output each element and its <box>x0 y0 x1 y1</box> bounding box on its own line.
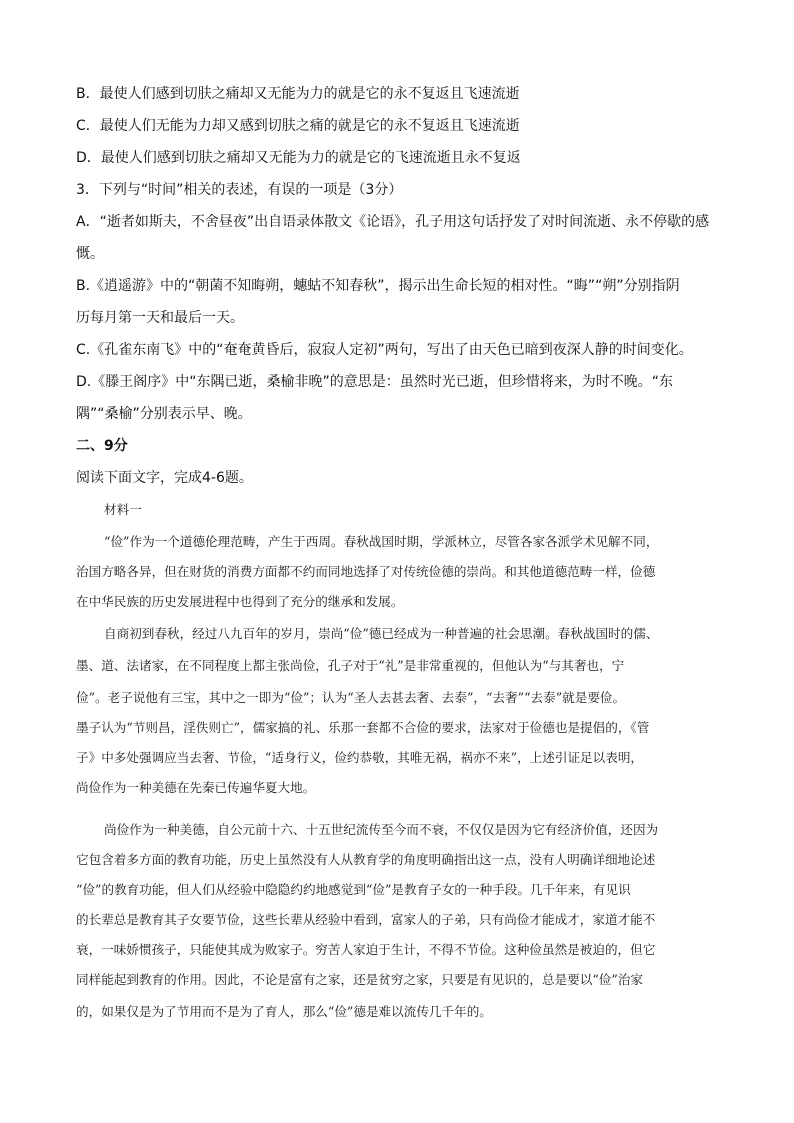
option-b-q2: B．最使人们感到切肤之痛却又无能为力的就是它的永不复返且飞速流逝 <box>76 86 520 102</box>
material-paragraph-1-line: “俭”作为一个道德伦理范畴，产生于西周。春秋战国时期，学派林立，尽管各家各派学术见解不同， <box>104 534 659 549</box>
material-paragraph-3-line: 的，如果仅是为了节用而不是为了育人，那么“俭”德是难以流传几千年的。 <box>76 1004 492 1019</box>
question-3-option-b-line1: B.《逍遥游》中的“朝菌不知晦朔，蟪蛄不知春秋”，揭示出生命长短的相对性。“晦”“朔”分别指阴 <box>76 278 680 294</box>
option-c-q2: C．最使人们无能为力却又感到切肤之痛的就是它的永不复返且飞速流逝 <box>76 118 520 134</box>
question-3-option-a-line1: A．“逝者如斯夫，不舍昼夜”出自语录体散文《论语》，孔子用这句话抒发了对时间流逝、永不停歇的感 <box>76 214 710 230</box>
material-paragraph-2-line: 自商初到春秋，经过八九百年的岁月，崇尚“俭”德已经成为一种普遍的社会思潮。春秋战国时的儒、 <box>104 626 659 641</box>
material-paragraph-3-line: 它包含着多方面的教育功能，历史上虽然没有人从教育学的角度明确指出这一点，没有人明确详细地论述 <box>76 852 656 867</box>
question-3-option-d-line1: D.《滕王阁序》中“东隅已逝，桑榆非晚”的意思是：虽然时光已逝，但珍惜将来，为时不晚。“东 <box>76 374 673 390</box>
question-3-option-b-line2: 历每月第一天和最后一天。 <box>76 310 244 326</box>
material-paragraph-1-line: 治国方略各异，但在财货的消费方面都不约而同地选择了对传统俭德的崇尚。和其他道德范畴一样，俭德 <box>76 564 656 579</box>
material-title: 材料一 <box>104 502 142 517</box>
material-paragraph-3-line: “俭”的教育功能，但人们从经验中隐隐约约地感觉到“俭”是教育子女的一种手段。几千年来，有见识 <box>76 882 631 897</box>
reading-instruction: 阅读下面文字，完成4-6题。 <box>76 470 253 486</box>
material-paragraph-2-line: 子》中多处强调应当去奢、节俭，“适身行义，俭约恭敬，其唯无祸，祸亦不来”，上述引证足以表明， <box>76 750 644 765</box>
material-paragraph-1-line: 在中华民族的历史发展进程中也得到了充分的继承和发展。 <box>76 594 404 609</box>
question-3-option-c: C.《孔雀东南飞》中的“奄奄黄昏后，寂寂人定初”两句，写出了由天色已暗到夜深人静的时间变化。 <box>76 342 693 358</box>
question-3-option-a-line2: 慨。 <box>76 246 104 262</box>
section-heading: 二、9分 <box>76 438 128 454</box>
material-paragraph-2-line: 尚俭作为一种美德在先秦已传遍华夏大地。 <box>76 780 316 795</box>
option-d-q2: D．最使人们感到切肤之痛却又无能为力的就是它的飞速流逝且永不复返 <box>76 150 521 166</box>
material-paragraph-2-line: 墨子认为“节则昌，淫佚则亡”，儒家搞的礼、乐那一套都不合俭的要求，法家对于俭德也是提倡的，《管 <box>76 720 650 735</box>
material-paragraph-3-line: 尚俭作为一种美德，自公元前十六、十五世纪流传至今而不衰，不仅仅是因为它有经济价值，还因为 <box>104 822 659 837</box>
material-paragraph-2-line: 墨、道、法诸家，在不同程度上都主张尚俭，孔子对于“礼”是非常重视的，但他认为“与其奢也，宁 <box>76 658 625 673</box>
material-paragraph-3-line: 同样能起到教育的作用。因此，不论是富有之家，还是贫穷之家，只要是有见识的，总是要以“俭”治家 <box>76 972 644 987</box>
question-3-stem: 3．下列与“时间”相关的表述，有误的一项是（3分） <box>76 182 403 198</box>
material-paragraph-3-line: 衰，一味娇惯孩子，只能使其成为败家子。穷苦人家迫于生计，不得不节俭。这种俭虽然是被迫的，但它 <box>76 942 656 957</box>
question-3-option-d-line2: 隅”“桑榆”分别表示早、晚。 <box>76 406 252 422</box>
material-paragraph-3-line: 的长辈总是教育其子女要节俭，这些长辈从经验中看到，富家人的子弟，只有尚俭才能成才，家道才能不 <box>76 912 656 927</box>
material-paragraph-2-line: 俭”。老子说他有三宝，其中之一即为“俭”；认为“圣人去甚去奢、去泰”，“去奢”“去泰”就是要俭。 <box>76 690 626 705</box>
